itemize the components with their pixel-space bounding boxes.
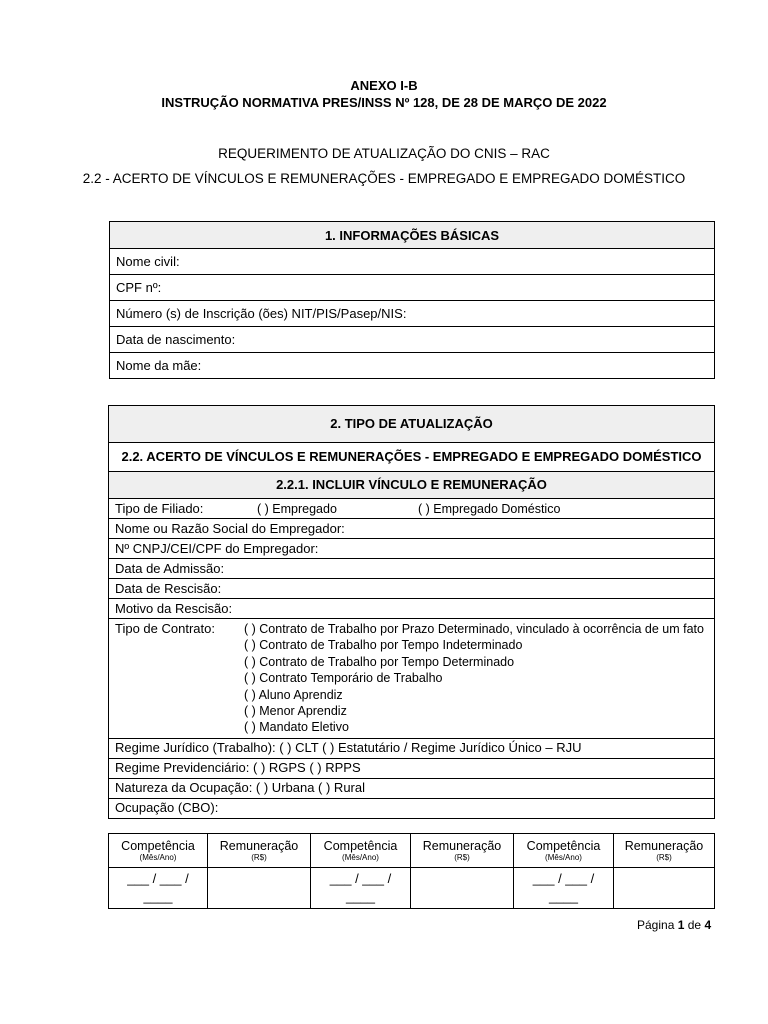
basic-info-table <box>109 221 715 379</box>
competencia-cell[interactable]: ___ / ___ / ____ <box>109 868 208 909</box>
competencia-header: Competência (Mês/Ano) <box>311 834 411 868</box>
contract-option[interactable]: ( ) Contrato de Trabalho por Tempo Determinado <box>244 654 515 669</box>
update-type-heading: 2. TIPO DE ATUALIZAÇÃO <box>109 406 715 443</box>
field-employer-doc[interactable]: Nº CNPJ/CEI/CPF do Empregador: <box>109 539 715 559</box>
affiliate-label: Tipo de Filiado: <box>115 500 204 516</box>
section-heading: 2.2. ACERTO DE VÍNCULOS E REMUNERAÇÕES - EMPREGADO E EMPREGADO DOMÉSTICO <box>109 443 715 472</box>
page-footer: Página 1 de 4 <box>637 918 712 932</box>
contract-options <box>244 621 704 736</box>
field-mother-name[interactable]: Nome da mãe: <box>110 353 715 379</box>
field-employer-name[interactable]: Nome ou Razão Social do Empregador: <box>109 519 715 539</box>
remuneracao-cell[interactable] <box>411 868 514 909</box>
field-birth-date[interactable]: Data de nascimento: <box>110 327 715 353</box>
competencia-cell[interactable]: ___ / ___ / ____ <box>514 868 614 909</box>
annex-title: ANEXO I-B <box>350 78 418 93</box>
contract-option[interactable]: ( ) Mandato Eletivo <box>244 720 349 735</box>
request-title: REQUERIMENTO DE ATUALIZAÇÃO DO CNIS – RAC <box>218 146 550 161</box>
contract-label: Tipo de Contrato: <box>115 621 215 636</box>
remuneracao-header: Remuneração (R$) <box>208 834 311 868</box>
contract-option[interactable]: ( ) Contrato Temporário de Trabalho <box>244 671 443 686</box>
subsection-heading: 2.2.1. INCLUIR VÍNCULO E REMUNERAÇÃO <box>109 472 715 499</box>
normative-title: INSTRUÇÃO NORMATIVA PRES/INSS Nº 128, DE 28 DE MARÇO DE 2022 <box>161 95 607 110</box>
field-nit[interactable]: Número (s) de Inscrição (ões) NIT/PIS/Pasep/NIS: <box>110 301 715 327</box>
field-termination-reason[interactable]: Motivo da Rescisão: <box>109 599 715 619</box>
field-civil-name[interactable]: Nome civil: <box>110 249 715 275</box>
field-cpf[interactable]: CPF nº: <box>110 275 715 301</box>
field-termination-date[interactable]: Data de Rescisão: <box>109 579 715 599</box>
field-occupation[interactable]: Ocupação (CBO): <box>109 798 715 818</box>
field-affiliate-type <box>109 499 715 519</box>
remuneracao-cell[interactable] <box>208 868 311 909</box>
field-contract-type <box>109 619 715 739</box>
remuneracao-header: Remuneração (R$) <box>614 834 715 868</box>
field-legal-regime[interactable]: Regime Jurídico (Trabalho): ( ) CLT ( ) Estatutário / Regime Jurídico Único – RJU <box>109 738 715 758</box>
field-social-security-regime[interactable]: Regime Previdenciário: ( ) RGPS ( ) RPPS <box>109 758 715 778</box>
remuneracao-header: Remuneração (R$) <box>411 834 514 868</box>
competencia-cell[interactable]: ___ / ___ / ____ <box>311 868 411 909</box>
update-type-table <box>108 405 715 819</box>
remuneration-table <box>108 833 715 909</box>
field-admission-date[interactable]: Data de Admissão: <box>109 559 715 579</box>
basic-info-heading: 1. INFORMAÇÕES BÁSICAS <box>110 222 715 249</box>
contract-option[interactable]: ( ) Contrato de Trabalho por Tempo Indeterminado <box>244 638 523 653</box>
competencia-header: Competência (Mês/Ano) <box>514 834 614 868</box>
contract-option[interactable]: ( ) Aluno Aprendiz <box>244 687 343 702</box>
field-occupation-nature[interactable]: Natureza da Ocupação: ( ) Urbana ( ) Rural <box>109 778 715 798</box>
contract-option[interactable]: ( ) Menor Aprendiz <box>244 704 347 719</box>
document-subtitle: 2.2 - ACERTO DE VÍNCULOS E REMUNERAÇÕES - EMPREGADO E EMPREGADO DOMÉSTICO <box>82 171 686 186</box>
affiliate-option-employee[interactable]: ( ) Empregado <box>257 501 337 516</box>
remuneracao-cell[interactable] <box>614 868 715 909</box>
competencia-header: Competência (Mês/Ano) <box>109 834 208 868</box>
affiliate-option-domestic[interactable]: ( ) Empregado Doméstico <box>418 501 561 516</box>
contract-option[interactable]: ( ) Contrato de Trabalho por Prazo Determinado, vinculado à ocorrência de um fato <box>244 622 704 636</box>
